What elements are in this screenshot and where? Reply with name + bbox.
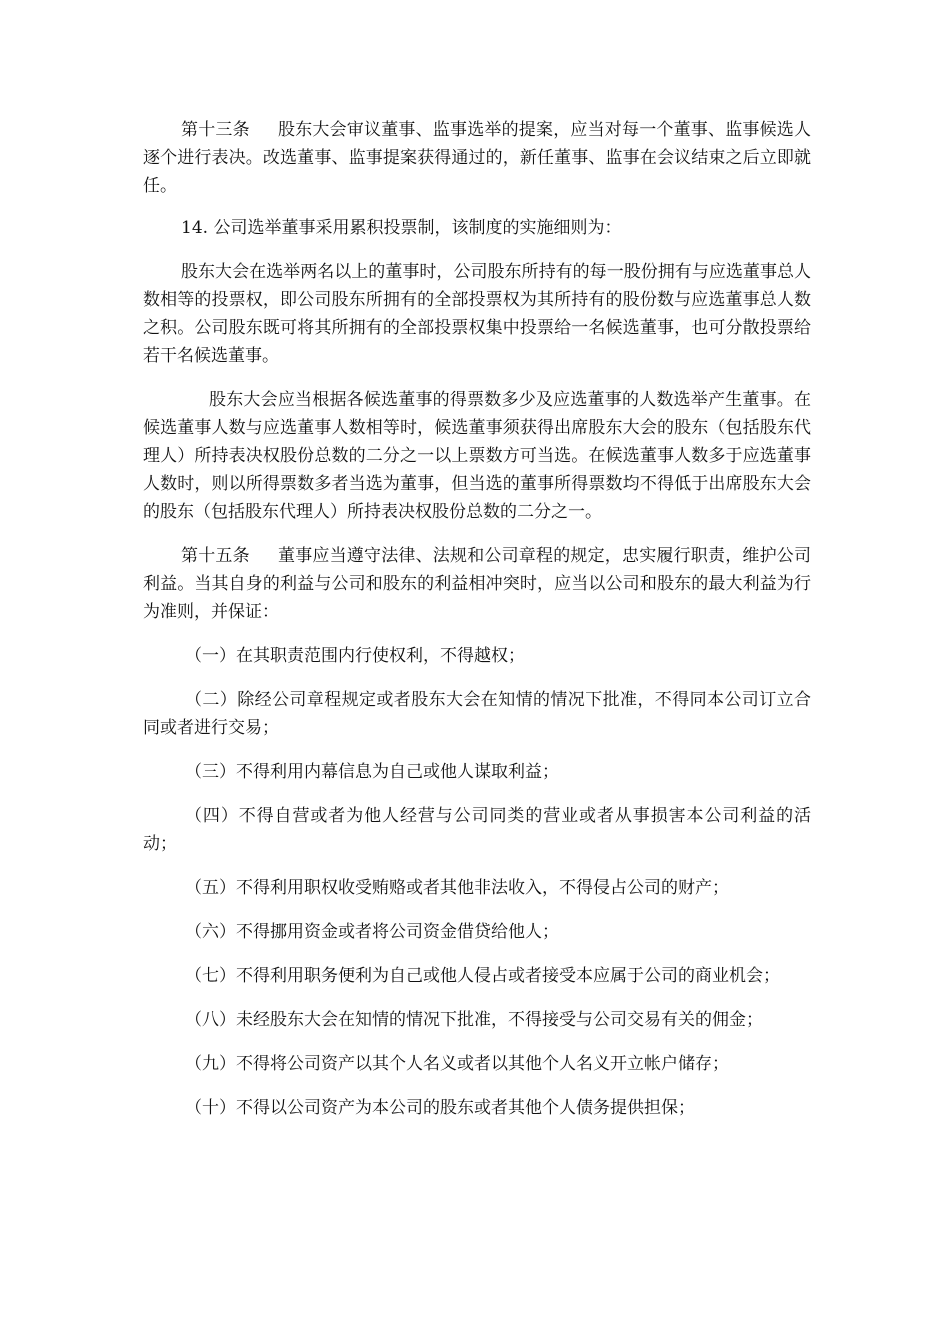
cumulative-voting-paragraph-2: 股东大会应当根据各候选董事的得票数多少及应选董事的人数选举产生董事。在候选董事人数与应选董事人数相等时，候选董事须获得出席股东大会的股东（包括股东代理人）所持表决权股份总数的二分之一以上票数方可当选。在候选董事人数多于应选董事人数时，则以所得票数多者当选为董事，但当选的董事所得票数均不得低于出席股东大会的股东（包括股东代理人）所持表决权股份总数的二分之一。 xyxy=(143,390,811,522)
article-15-text: 董事应当遵守法律、法规和公司章程的规定，忠实履行职责，维护公司利益。当其自身的利益与公司和股东的利益相冲突时，应当以公司和股东的最大利益为行为准则，并保证： xyxy=(143,546,812,622)
duty-item-1: （一）在其职责范围内行使权利，不得越权； xyxy=(185,646,525,666)
article-13-heading: 第十三条 xyxy=(181,120,250,140)
article-15-heading: 第十五条 xyxy=(181,546,250,566)
item-14-paragraph: 14. 公司选举董事采用累积投票制，该制度的实施细则为： xyxy=(181,218,622,238)
duty-item-10: （十）不得以公司资产为本公司的股东或者其他个人债务提供担保； xyxy=(185,1098,695,1118)
duty-item-7: （七）不得利用职务便利为自己或他人侵占或者接受本应属于公司的商业机会； xyxy=(185,966,780,986)
duty-item-2: （二）除经公司章程规定或者股东大会在知情的情况下批准，不得同本公司订立合同或者进行交易； xyxy=(143,690,811,738)
duty-item-8: （八）未经股东大会在知情的情况下批准，不得接受与公司交易有关的佣金； xyxy=(185,1010,763,1030)
article-13-text: 股东大会审议董事、监事选举的提案，应当对每一个董事、监事候选人逐个进行表决。改选董事、监事提案获得通过的，新任董事、监事在会议结束之后立即就任。 xyxy=(143,120,812,196)
duty-item-3: （三）不得利用内幕信息为自己或他人谋取利益； xyxy=(185,762,559,782)
duty-item-6: （六）不得挪用资金或者将公司资金借贷给他人； xyxy=(185,922,559,942)
duty-item-4: （四）不得自营或者为他人经营与公司同类的营业或者从事损害本公司利益的活动； xyxy=(143,806,811,854)
document-page xyxy=(143,116,811,1138)
article-13-paragraph xyxy=(143,116,811,200)
duty-item-9: （九）不得将公司资产以其个人名义或者以其他个人名义开立帐户储存； xyxy=(185,1054,729,1074)
duty-item-5: （五）不得利用职权收受贿赂或者其他非法收入，不得侵占公司的财产； xyxy=(185,878,729,898)
cumulative-voting-paragraph-1: 股东大会在选举两名以上的董事时，公司股东所持有的每一股份拥有与应选董事总人数相等的投票权，即公司股东所拥有的全部投票权为其所持有的股份数与应选董事总人数之积。公司股东既可将其所拥有的全部投票权集中投票给一名候选董事，也可分散投票给若干名候选董事。 xyxy=(143,262,811,366)
article-15-paragraph xyxy=(143,542,811,626)
